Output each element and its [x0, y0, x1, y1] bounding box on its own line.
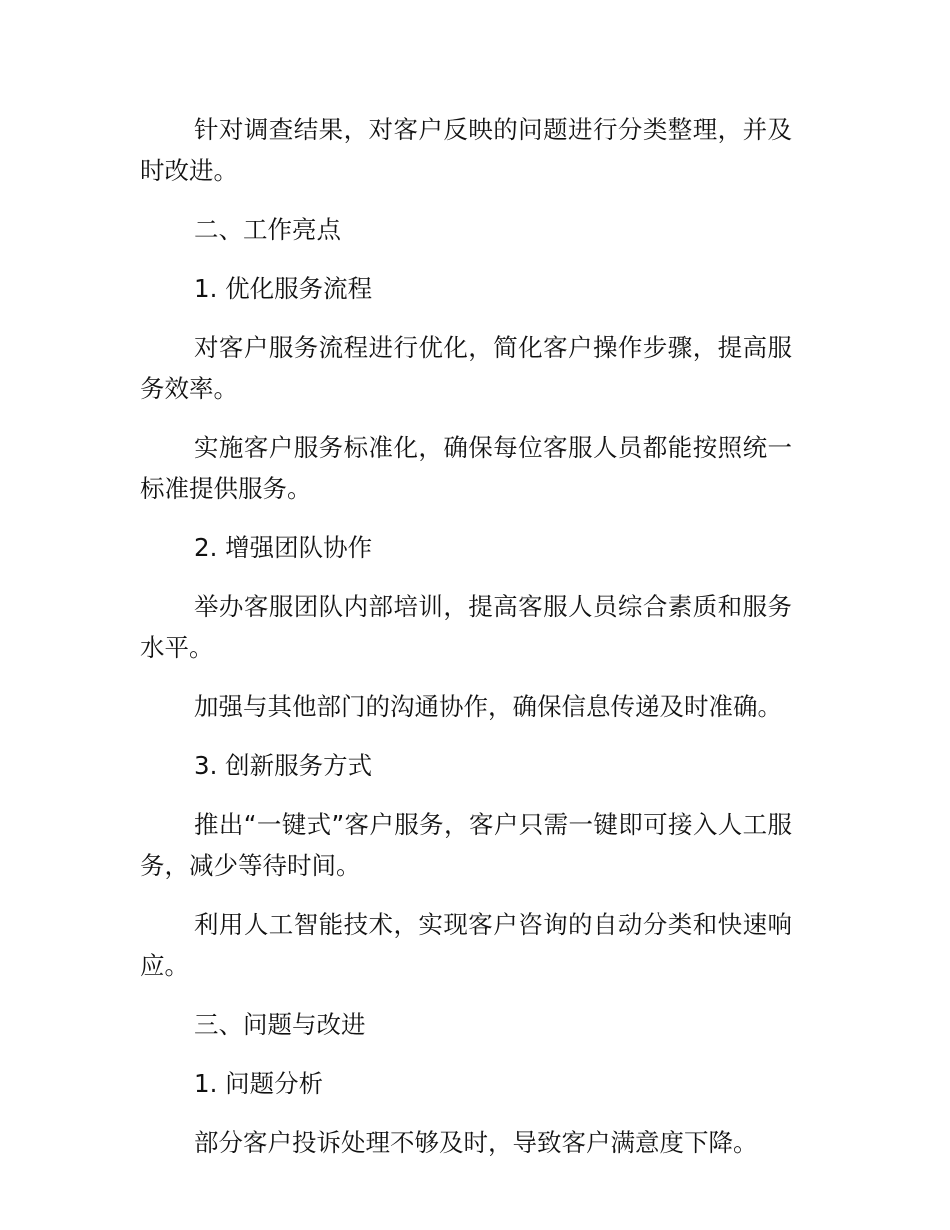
section-heading-highlights: 二、工作亮点	[194, 215, 341, 244]
subheading-innovation: 3. 创新服务方式	[194, 751, 373, 780]
paragraph-survey-improvement: 针对调查结果，对客户反映的问题进行分类整理，并及时改进。	[140, 115, 792, 185]
paragraph-optimize-process: 对客户服务流程进行优化，简化客户操作步骤，提高服务效率。	[140, 333, 792, 403]
paragraph-one-click-service: 推出“一键式”客户服务，客户只需一键即可接入人工服务，减少等待时间。	[140, 810, 792, 880]
paragraph-standardization: 实施客户服务标准化，确保每位客服人员都能按照统一标准提供服务。	[140, 433, 792, 503]
subheading-optimize-process: 1. 优化服务流程	[194, 274, 373, 303]
document-body	[140, 109, 792, 1181]
paragraph-ai-classification: 利用人工智能技术，实现客户咨询的自动分类和快速响应。	[140, 910, 792, 980]
paragraph-training: 举办客服团队内部培训，提高客服人员综合素质和服务水平。	[140, 592, 792, 662]
subheading-team-collaboration: 2. 增强团队协作	[194, 533, 373, 562]
paragraph-complaint-delay: 部分客户投诉处理不够及时，导致客户满意度下降。	[194, 1128, 758, 1157]
subheading-problem-analysis: 1. 问题分析	[194, 1069, 324, 1098]
paragraph-cross-department: 加强与其他部门的沟通协作，确保信息传递及时准确。	[194, 692, 782, 721]
section-heading-issues: 三、问题与改进	[194, 1010, 366, 1039]
